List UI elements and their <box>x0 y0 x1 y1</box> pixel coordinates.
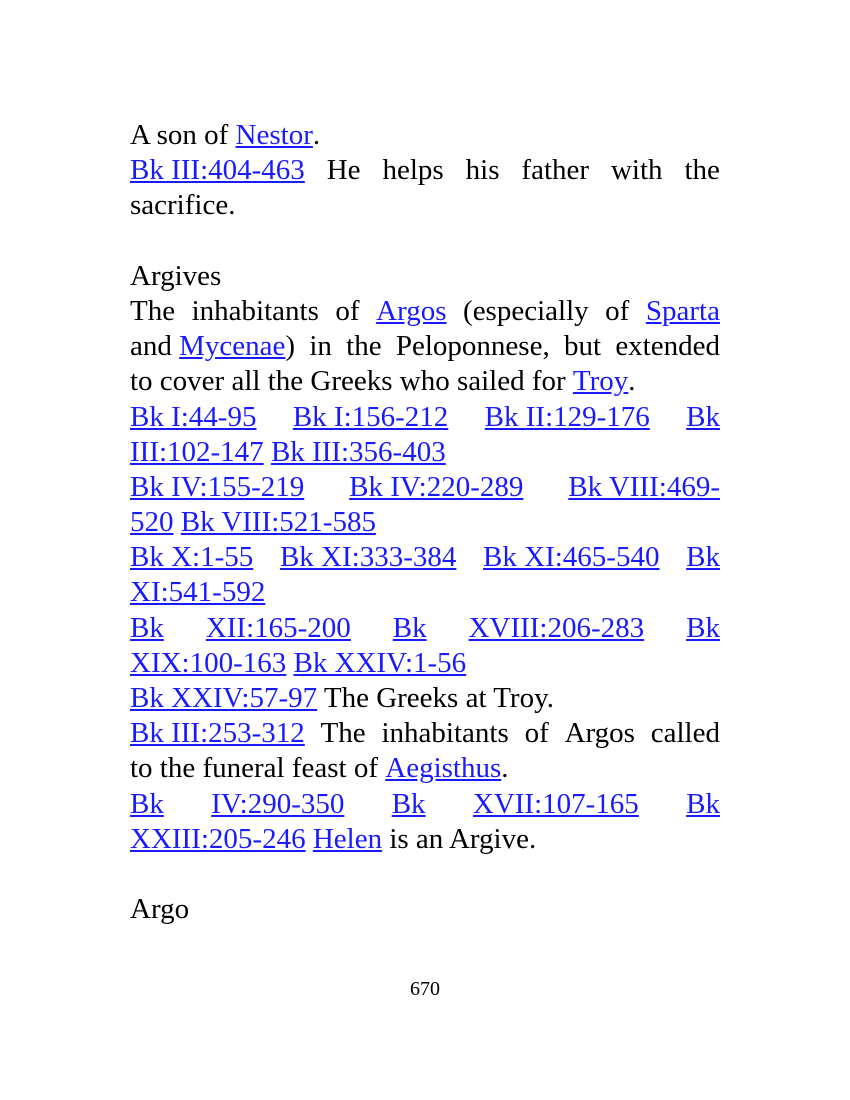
cross-reference-link[interactable]: Helen <box>312 822 383 855</box>
cross-reference-link[interactable]: Bk I:156-212 <box>292 400 449 433</box>
blank-line <box>130 857 720 892</box>
word-group <box>376 294 446 329</box>
cross-reference-link[interactable]: Bk <box>130 787 164 820</box>
body-text: to the funeral feast of <box>130 752 386 785</box>
body-text: Argo <box>130 893 190 926</box>
word-group <box>392 787 426 822</box>
body-text: the <box>684 154 720 187</box>
body-text <box>286 646 293 681</box>
page-content <box>130 118 720 927</box>
text-line <box>130 646 720 681</box>
word-group <box>615 329 720 364</box>
text-line <box>130 118 720 153</box>
body-text: The <box>130 294 176 327</box>
cross-reference-link[interactable]: XVIII:206-283 <box>468 611 645 644</box>
word-group <box>130 153 305 188</box>
word-group <box>130 329 295 364</box>
word-group <box>686 611 720 646</box>
word-group <box>611 153 663 188</box>
cross-reference-link[interactable]: Bk VIII:469- <box>568 470 720 503</box>
word-group <box>321 716 366 751</box>
body-text: but <box>563 330 602 363</box>
body-text: father <box>521 154 590 187</box>
body-text: The <box>320 717 366 750</box>
word-group <box>565 716 635 751</box>
word-group <box>525 716 549 751</box>
cross-reference-link[interactable]: IV:290-350 <box>211 787 345 820</box>
cross-reference-link[interactable]: Bk III:253-312 <box>130 717 305 750</box>
text-line <box>130 751 720 786</box>
word-group <box>521 153 589 188</box>
text-line <box>130 611 720 646</box>
word-group <box>382 153 443 188</box>
cross-reference-link[interactable]: Aegisthus <box>385 752 502 785</box>
body-text: with <box>610 154 663 187</box>
body-text: is an Argive. <box>382 822 537 855</box>
word-group <box>309 329 332 364</box>
text-line <box>130 822 720 857</box>
word-group <box>130 611 164 646</box>
cross-reference-link[interactable]: Bk III:404-463 <box>130 154 305 187</box>
cross-reference-link[interactable]: Bk <box>686 400 720 433</box>
text-line <box>130 188 720 223</box>
word-group <box>646 294 720 329</box>
word-group <box>605 294 629 329</box>
cross-reference-link[interactable]: Bk III:356-403 <box>270 435 446 468</box>
cross-reference-link[interactable]: Nestor <box>235 119 313 151</box>
word-group <box>130 787 164 822</box>
word-group <box>293 400 448 435</box>
cross-reference-link[interactable]: Bk IV:155-219 <box>130 470 305 503</box>
body-text: to cover all the Greeks who sailed for <box>130 365 573 398</box>
word-group <box>211 787 344 822</box>
word-group <box>130 540 253 575</box>
word-group <box>130 470 304 505</box>
cross-reference-link[interactable]: Bk <box>686 611 720 644</box>
body-text: helps <box>382 154 444 187</box>
cross-reference-link[interactable]: XIX:100-163 <box>130 646 287 679</box>
cross-reference-link[interactable]: Bk I:44-95 <box>130 400 257 433</box>
body-text: He <box>326 154 361 187</box>
body-text: . <box>628 365 636 398</box>
cross-reference-link[interactable]: Bk <box>686 541 720 574</box>
body-text: Argives <box>130 259 222 292</box>
word-group <box>327 153 361 188</box>
body-text: Peloponnese, <box>395 330 550 363</box>
text-line <box>130 787 720 822</box>
blank-line <box>130 224 720 259</box>
word-group <box>473 787 639 822</box>
word-group <box>130 716 305 751</box>
body-text: ) <box>285 330 296 363</box>
word-group <box>684 153 719 188</box>
word-group <box>564 329 601 364</box>
cross-reference-link[interactable]: Bk XI:333-384 <box>279 541 457 574</box>
cross-reference-link[interactable]: Bk <box>686 787 720 820</box>
body-text: . <box>501 752 509 785</box>
body-text: extended <box>615 330 720 363</box>
body-text: A son of <box>130 119 236 151</box>
body-text: of <box>524 717 549 750</box>
text-line <box>130 259 720 294</box>
word-group <box>335 294 359 329</box>
cross-reference-link[interactable]: Bk <box>391 787 426 820</box>
body-text: of <box>605 294 630 327</box>
body-text: and <box>130 330 180 363</box>
cross-reference-link[interactable]: Sparta <box>645 294 720 327</box>
text-line <box>130 153 720 188</box>
body-text: The Greeks at Troy. <box>317 682 554 714</box>
cross-reference-link[interactable]: XXIII:205-246 <box>130 822 306 855</box>
word-group <box>469 611 645 646</box>
word-group <box>280 540 456 575</box>
body-text: inhabitants <box>191 294 319 327</box>
body-text: (especially <box>463 294 589 327</box>
text-line <box>130 540 720 575</box>
body-text: sacrifice. <box>130 189 236 222</box>
word-group <box>130 294 175 329</box>
body-text <box>264 435 271 470</box>
cross-reference-link[interactable]: Bk II:129-176 <box>484 400 650 433</box>
cross-reference-link[interactable]: XI:541-592 <box>130 576 266 609</box>
cross-reference-link[interactable]: Bk VIII:521-585 <box>180 506 376 539</box>
text-line <box>130 364 720 399</box>
word-group <box>686 400 720 435</box>
cross-reference-link[interactable]: Mycenae <box>179 330 286 363</box>
cross-reference-link[interactable]: Bk X:1-55 <box>130 541 254 574</box>
word-group <box>483 540 659 575</box>
body-text <box>174 505 181 540</box>
word-group <box>485 400 650 435</box>
body-text: called <box>650 717 720 750</box>
word-group <box>568 470 720 505</box>
body-text: Argos <box>564 717 635 750</box>
word-group <box>396 329 550 364</box>
cross-reference-link[interactable]: XII:165-200 <box>205 611 351 644</box>
cross-reference-link[interactable]: Bk IV:220-289 <box>349 470 524 503</box>
word-group <box>466 153 500 188</box>
cross-reference-link[interactable]: Bk <box>392 611 427 644</box>
cross-reference-link[interactable]: Troy <box>572 365 629 398</box>
cross-reference-link[interactable]: Bk XI:465-540 <box>483 541 660 574</box>
cross-reference-link[interactable]: Bk <box>130 611 164 644</box>
word-group <box>651 716 720 751</box>
word-group <box>349 470 523 505</box>
cross-reference-link[interactable]: XVII:107-165 <box>472 787 639 820</box>
body-text: . <box>312 119 321 151</box>
body-text: the <box>346 330 382 363</box>
text-line <box>130 329 720 364</box>
word-group <box>686 540 720 575</box>
text-line <box>130 505 720 540</box>
body-text: of <box>335 294 360 327</box>
text-line <box>130 716 720 751</box>
word-group <box>686 787 720 822</box>
cross-reference-link[interactable]: 520 <box>130 506 174 539</box>
cross-reference-link[interactable]: Argos <box>376 294 447 327</box>
text-line <box>130 294 720 329</box>
word-group <box>206 611 351 646</box>
body-text: inhabitants <box>381 717 509 750</box>
word-group <box>346 329 381 364</box>
body-text: in <box>309 330 332 363</box>
text-line <box>130 892 720 927</box>
body-text <box>306 822 313 857</box>
page-number: 670 <box>410 978 440 1000</box>
cross-reference-link[interactable]: Bk XXIV:1-56 <box>293 646 467 679</box>
cross-reference-link[interactable]: III:102-147 <box>130 435 264 468</box>
word-group <box>382 716 509 751</box>
word-group <box>130 400 256 435</box>
word-group <box>393 611 427 646</box>
text-line <box>130 400 720 435</box>
cross-reference-link[interactable]: Bk XXIV:57-97 <box>130 682 318 714</box>
word-group <box>192 294 319 329</box>
text-line <box>130 681 720 716</box>
body-text: his <box>465 154 500 187</box>
text-line <box>130 575 720 610</box>
word-group <box>463 294 589 329</box>
text-line <box>130 470 720 505</box>
text-line <box>130 435 720 470</box>
